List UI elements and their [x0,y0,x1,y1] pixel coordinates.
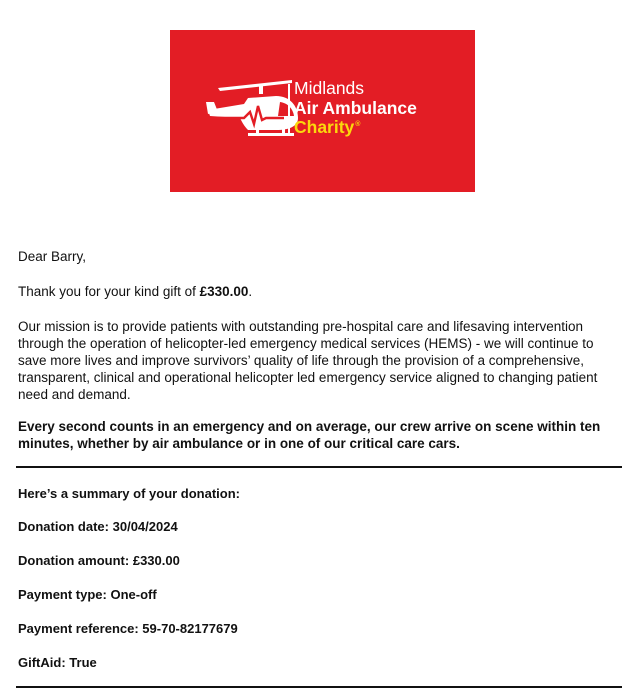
thanks-amount: £330.00 [199,284,249,299]
logo-charity-word: Charity [294,117,355,137]
thanks-suffix: . [248,284,253,299]
giftaid-value: True [69,655,97,670]
donation-amount-value: £330.00 [132,553,180,568]
registered-mark: ® [355,121,361,128]
mission-paragraph: Our mission is to provide patients with outstanding pre-hospital care and lifesaving intervention through the operation of helicopter-led emergency medical services (HEMS) - we will continue to save more lives and improve survivors’ quality of life through the provision of a comprehensive, transparent, clinical and operational helicopter led emergency service aligned to changing patient need and demand. [18,319,598,402]
divider-bottom [16,686,622,688]
payment-type-row [18,587,157,602]
thanks-line [18,283,622,300]
email-greeting: Dear Barry, [18,249,87,264]
summary-heading: Here’s a summary of your donation: [18,486,241,501]
payment-type-value: One-off [110,587,157,602]
payment-reference-row [18,621,238,636]
logo-divider [288,84,290,136]
logo-line-midlands: Midlands [294,78,365,98]
payment-reference-label: Payment reference: [18,621,139,636]
donation-amount-label: Donation amount: [18,553,130,568]
thanks-prefix: Thank you for your kind gift of [18,284,200,299]
logo-line-charity [294,119,417,137]
donation-date-value: 30/04/2024 [112,519,178,534]
divider-top [16,466,622,468]
logo-line-air-ambulance: Air Ambulance [294,97,417,118]
donation-date-label: Donation date: [18,519,109,534]
payment-type-label: Payment type: [18,587,107,602]
giftaid-row [18,655,97,670]
donation-amount-row [18,553,180,568]
emphasis-paragraph: Every second counts in an emergency and on average, our crew arrive on scene within ten minutes, whether by air ambulance or in one of our critical care cars. [18,419,601,451]
charity-logo [170,30,475,192]
donation-date-row [18,519,178,534]
payment-reference-value: 59-70-82177679 [142,621,238,636]
giftaid-label: GiftAid: [18,655,66,670]
logo-wordmark [294,80,417,137]
